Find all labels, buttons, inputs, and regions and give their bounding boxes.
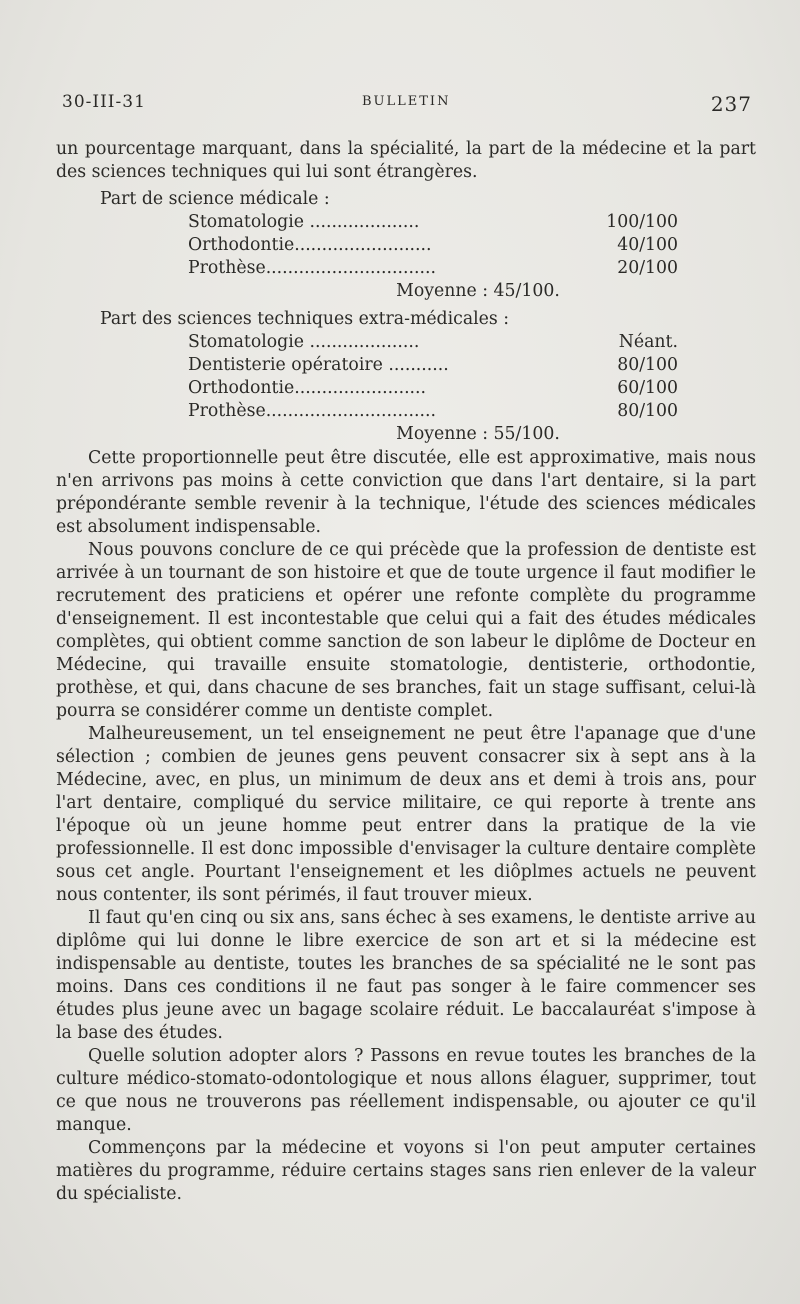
item-value: 100/100 [606, 212, 678, 232]
item-value: Néant. [618, 332, 678, 352]
list-item [188, 331, 678, 354]
item-label: Prothèse............................... [188, 258, 436, 278]
item-label: Orthodontie........................ [188, 378, 427, 398]
medical-average: Moyenne : 45/100. [396, 281, 560, 301]
paragraph: Commençons par la médecine et voyons si l'on peut amputer certaines matières du programme, réduire certains stages sans rien enlever de la valeur du spécialiste. [56, 1138, 756, 1204]
paragraph: Il faut qu'en cinq ou six ans, sans échec à ses examens, le dentiste arrive au diplôme qui lui donne le libre exercice de son art et si la médecine est indispensable au dentiste, toutes les branches de sa spécialité ne le sont pas moins. Dans ces conditions il ne faut pas songer à le faire commencer ses études plus jeune avec un bagage scolaire réduit. Le baccalauréat s'impose à la base des études. [56, 908, 756, 1043]
running-header [62, 92, 752, 118]
list-item [188, 377, 678, 400]
technical-heading: Part des sciences techniques extra-médicales : [100, 309, 510, 329]
medical-heading: Part de science médicale : [100, 189, 330, 209]
page-number: 237 [710, 92, 752, 116]
item-value: 80/100 [617, 355, 678, 375]
item-value: 40/100 [617, 235, 678, 255]
header-date: 30-III-31 [62, 92, 146, 112]
list-item [188, 257, 678, 280]
technical-list [188, 331, 678, 447]
item-label: Dentisterie opératoire ........... [188, 355, 449, 375]
list-item [188, 211, 678, 234]
list-item [188, 400, 678, 423]
item-value: 80/100 [617, 401, 678, 421]
paragraph: Cette proportionnelle peut être discutée, elle est approximative, mais nous n'en arrivons pas moins à cette conviction que dans l'art dentaire, si la part prépondérante semble revenir à la technique, l'étude des sciences médicales est absolument indispensable. [56, 448, 756, 537]
item-value: 20/100 [617, 258, 678, 278]
paragraph: Nous pouvons conclure de ce qui précède que la profession de dentiste est arrivée à un tournant de son histoire et que de toute urgence il faut modifier le recrutement des praticiens et opérer une refonte complète du programme d'enseignement. Il est incontestable que celui qui a fait des études médicales complètes, qui obtient comme sanction de son labeur le diplôme de Docteur en Médecine, qui travaille ensuite stomatologie, dentisterie, orthodontie, prothèse, et qui, dans chacune de ses branches, fait un stage suffisant, celui-là pourra se considérer comme un dentiste complet. [56, 540, 756, 721]
item-label: Prothèse............................... [188, 401, 436, 421]
item-label: Stomatologie .................... [188, 332, 420, 352]
paragraph: Malheureusement, un tel enseignement ne peut être l'apanage que d'une sélection ; combien de jeunes gens peuvent consacrer six à sept ans à la Médecine, avec, en plus, un minimum de deux ans et demi à trois ans, pour l'art dentaire, compliqué du service militaire, ce qui reporte à trente ans l'époque où un jeune homme peut entrer dans la pratique de la vie professionnelle. Il est donc impossible d'envisager la culture dentaire complète sous cet angle. Pourtant l'enseignement et les diôplmes actuels ne peuvent nous contenter, ils sont périmés, il faut trouver mieux. [56, 724, 756, 905]
item-label: Stomatologie .................... [188, 212, 420, 232]
list-item [188, 354, 678, 377]
header-title: BULLETIN [362, 94, 451, 109]
item-label: Orthodontie......................... [188, 235, 432, 255]
list-item [188, 234, 678, 257]
page-body [56, 138, 756, 1206]
paragraph: Quelle solution adopter alors ? Passons en revue toutes les branches de la culture médico-stomato-odontologique et nous allons élaguer, supprimer, tout ce que nous ne trouverons pas réellement indispensable, ou ajouter ce qu'il manque. [56, 1046, 756, 1135]
medical-list [188, 211, 678, 304]
item-value: 60/100 [617, 378, 678, 398]
technical-average: Moyenne : 55/100. [396, 424, 560, 444]
intro-paragraph: un pourcentage marquant, dans la spécialité, la part de la médecine et la part des sciences techniques qui lui sont étrangères. [56, 139, 756, 182]
